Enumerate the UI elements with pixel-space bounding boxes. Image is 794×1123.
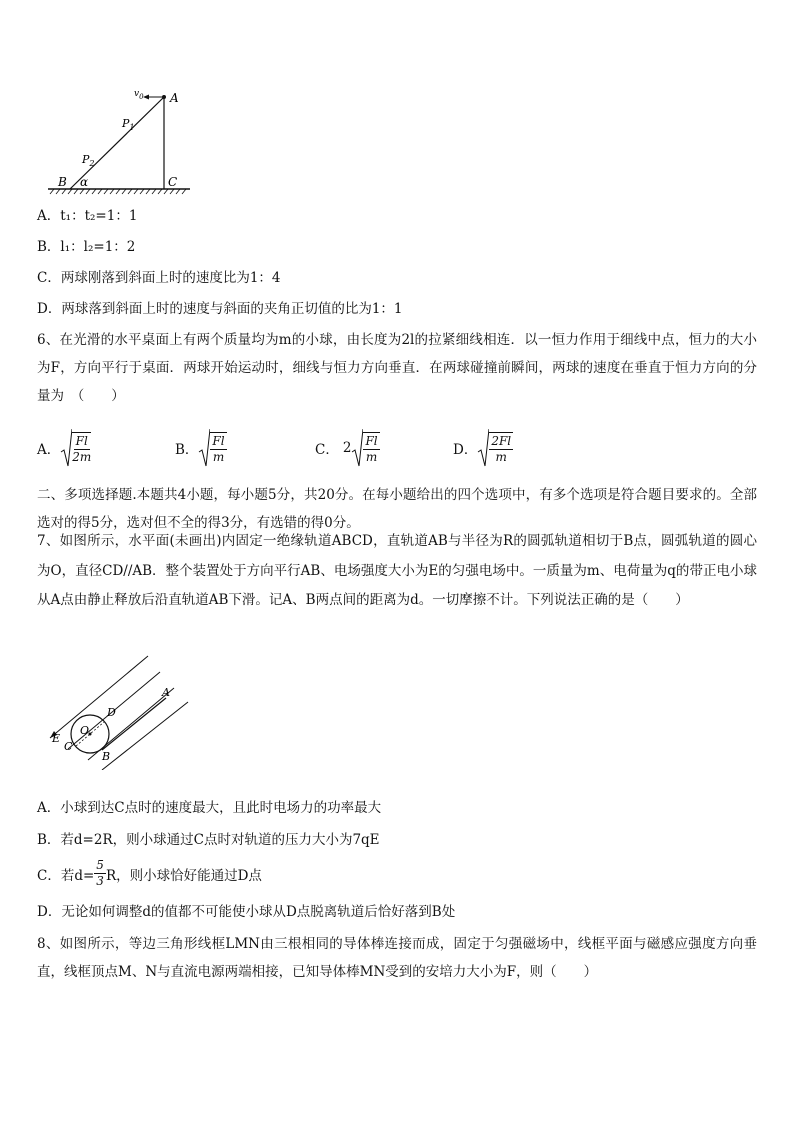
q7-option-c-pre: C．若d= bbox=[37, 867, 95, 884]
label-v0: $v_0$ bbox=[134, 89, 144, 101]
ball-A bbox=[162, 95, 166, 99]
q7-option-c-den: 3 bbox=[96, 874, 104, 888]
label-alpha: α bbox=[80, 175, 89, 189]
q7-option-c-num: 5 bbox=[96, 858, 104, 872]
label-E: E bbox=[52, 732, 61, 745]
q6-option-c-label: C． bbox=[315, 442, 339, 458]
q6-option-c-coef: 2 bbox=[342, 440, 352, 456]
q6-option-d-label: D． bbox=[453, 442, 478, 458]
label-O: O bbox=[80, 724, 90, 737]
label-B: B bbox=[58, 175, 67, 189]
q5-option-b: B．l₁：l₂=1：2 bbox=[37, 239, 136, 255]
q6-option-a-label: A． bbox=[37, 442, 61, 458]
field-line bbox=[50, 656, 148, 738]
section-2-heading: 二、多项选择题.本题共4小题，每小题5分，共20分。在每小题给出的四个选项中，有多个选项是符合题目要求的。全部选对的得5分，选对但不全的得3分，有选错的得0分。 bbox=[37, 487, 757, 531]
q6-option-c-den: m bbox=[365, 449, 378, 464]
radical-icon bbox=[477, 428, 489, 468]
label-P2: $P_2$ bbox=[82, 153, 95, 168]
q7-option-d: D．无论如何调整d的值都不可能使小球从D点脱离轨道后恰好落到B处 bbox=[37, 904, 456, 920]
arrow-head bbox=[143, 95, 149, 100]
incline-figure bbox=[40, 85, 200, 200]
label-A: A bbox=[162, 686, 170, 699]
q6-option-a bbox=[37, 428, 91, 468]
radical-icon bbox=[351, 428, 363, 468]
q5-option-c: C．两球刚落到斜面上时的速度比为1：4 bbox=[37, 270, 281, 286]
label-P1: $P_1$ bbox=[122, 117, 135, 132]
q7-option-b: B．若d=2R，则小球通过C点时对轨道的压力大小为7qE bbox=[37, 832, 380, 848]
radical-icon bbox=[198, 428, 210, 468]
q7-stem: 7、如图所示，水平面(未画出)内固定一绝缘轨道ABCD，直轨道AB与半径为R的圆弧轨道相切于B点，圆弧轨道的圆心为O，直径CD//AB．整个装置处于方向平行AB、电场强度大小为E的匀强电场中。一质量为m、电荷量为q的带正电小球从A点由静止释放后沿直轨道AB下滑。记A、B两点间的距离为d。一切摩擦不计。下列说法正确的是（ ） bbox=[37, 533, 757, 608]
radical-icon bbox=[60, 428, 72, 468]
q6-option-b-den: m bbox=[212, 449, 225, 464]
label-A: A bbox=[170, 91, 179, 105]
q7-option-c-post: R，则小球恰好能通过D点 bbox=[105, 867, 262, 884]
q6-option-c-num: Fl bbox=[365, 433, 378, 448]
q6-option-c bbox=[315, 428, 380, 468]
q6-option-a-num: Fl bbox=[75, 433, 88, 448]
q6-option-d-num: 2Fl bbox=[491, 433, 512, 448]
q8-stem: 8、如图所示，等边三角形线框LMN由三根相同的导体棒连接而成，固定于匀强磁场中，线框平面与磁感应强度方向垂直，线框顶点M、N与直流电源两端相接，已知导体棒MN受到的安培力大小为F，则（ ） bbox=[37, 936, 757, 980]
q7-option-a: A．小球到达C点时的速度最大，且此时电场力的功率最大 bbox=[37, 800, 382, 816]
q6-option-d bbox=[453, 428, 513, 468]
q6-option-b-num: Fl bbox=[212, 433, 225, 448]
q6-option-b bbox=[175, 428, 227, 468]
label-C: C bbox=[64, 740, 73, 753]
q7-option-c bbox=[37, 858, 262, 889]
track-figure bbox=[40, 650, 200, 770]
label-B: B bbox=[102, 750, 111, 763]
q6-option-b-label: B． bbox=[175, 442, 199, 458]
q6-option-d-den: m bbox=[495, 449, 507, 464]
q6-option-a-den: 2m bbox=[72, 449, 92, 464]
label-D: D bbox=[107, 706, 116, 719]
q5-option-d: D．两球落到斜面上时的速度与斜面的夹角正切值的比为1：1 bbox=[37, 301, 403, 317]
q5-option-a: A．t₁：t₂=1：1 bbox=[37, 208, 138, 224]
label-C: C bbox=[168, 175, 178, 189]
q6-stem: 6、在光滑的水平桌面上有两个质量均为m的小球，由长度为2l的拉紧细线相连．以一恒力作用于细线中点，恒力的大小为F，方向平行于桌面．两球开始运动时，细线与恒力方向垂直．在两球碰撞前瞬间，两球的速度在垂直于恒力方向的分量为 （ ） bbox=[37, 332, 757, 404]
